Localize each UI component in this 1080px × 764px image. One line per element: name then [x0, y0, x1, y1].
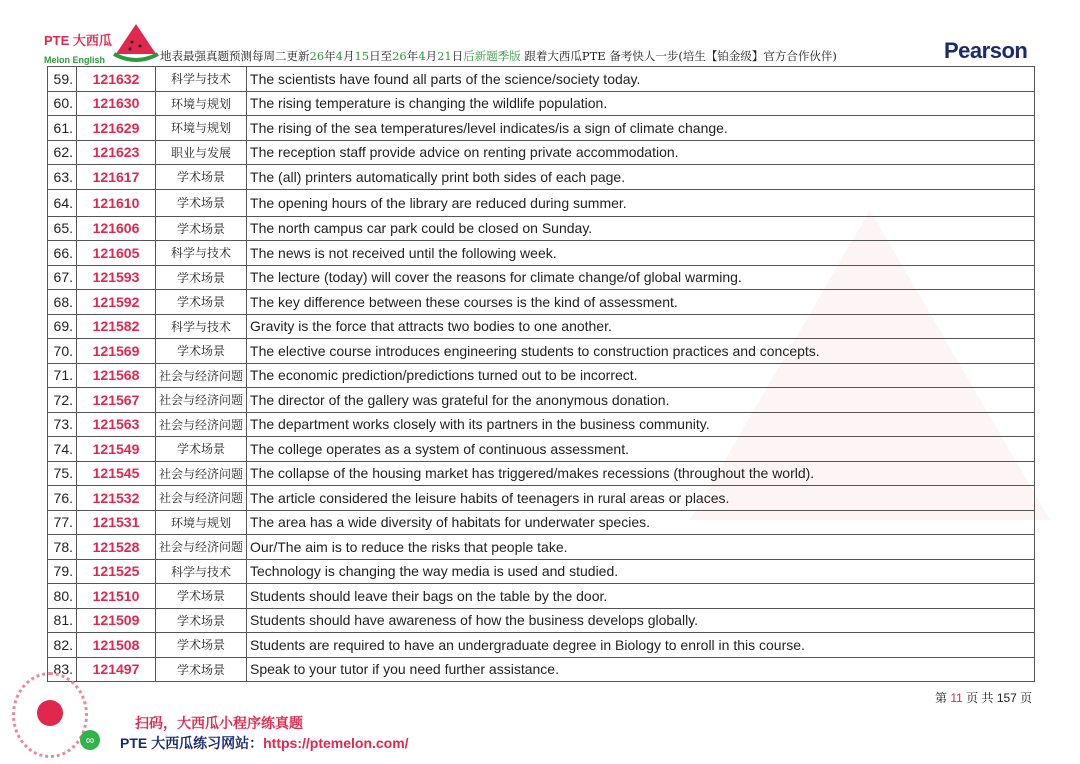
logo-title: PTE 大西瓜 [44, 33, 112, 48]
category: 学术场景 [156, 290, 247, 315]
question-id: 121549 [77, 437, 156, 462]
row-number: 63. [48, 165, 77, 190]
question-id: 121610 [77, 189, 156, 216]
table-row [48, 314, 1035, 339]
row-number: 61. [48, 116, 77, 141]
pearson-logo: Pearson [944, 38, 1028, 63]
brand-logo [44, 30, 112, 65]
row-number: 66. [48, 241, 77, 266]
table-row [48, 165, 1035, 190]
category: 学术场景 [156, 608, 247, 633]
table-row [48, 510, 1035, 535]
question-id: 121568 [77, 363, 156, 388]
category: 社会与经济问题 [156, 388, 247, 413]
row-number: 74. [48, 437, 77, 462]
row-number: 71. [48, 363, 77, 388]
category: 学术场景 [156, 216, 247, 241]
table-row [48, 290, 1035, 315]
question-id: 121617 [77, 165, 156, 190]
sentence: Students should leave their bags on the table by the door. [247, 584, 1035, 609]
category: 科学与技术 [156, 314, 247, 339]
sentence: The (all) printers automatically print both sides of each page. [247, 165, 1035, 190]
category: 社会与经济问题 [156, 535, 247, 560]
row-number: 68. [48, 290, 77, 315]
sentence: The reception staff provide advice on renting private accommodation. [247, 140, 1035, 165]
sentence: The economic prediction/predictions turned out to be incorrect. [247, 363, 1035, 388]
sentence: The department works closely with its partners in the business community. [247, 412, 1035, 437]
category: 社会与经济问题 [156, 461, 247, 486]
table-row [48, 437, 1035, 462]
row-number: 69. [48, 314, 77, 339]
table-row [48, 265, 1035, 290]
category: 学术场景 [156, 265, 247, 290]
qr-code [12, 672, 88, 758]
question-id: 121528 [77, 535, 156, 560]
question-id: 121630 [77, 91, 156, 116]
sentence: The scientists have found all parts of the science/society today. [247, 67, 1035, 92]
table-row [48, 216, 1035, 241]
question-id: 121592 [77, 290, 156, 315]
row-number: 79. [48, 559, 77, 584]
row-number: 78. [48, 535, 77, 560]
sentence: The area has a wide diversity of habitats for underwater species. [247, 510, 1035, 535]
website-line: PTE 大西瓜练习网站：https://ptemelon.com/ [120, 735, 409, 751]
row-number: 83. [48, 657, 77, 682]
category: 学术场景 [156, 339, 247, 364]
category: 学术场景 [156, 165, 247, 190]
watermelon-icon [112, 22, 160, 62]
category: 环境与规划 [156, 510, 247, 535]
table-row [48, 608, 1035, 633]
question-id: 121497 [77, 657, 156, 682]
page-indicator: 第 11 页 共 157 页 [935, 691, 1033, 705]
website-link[interactable]: https://ptemelon.com/ [263, 735, 409, 751]
question-id: 121632 [77, 67, 156, 92]
row-number: 76. [48, 486, 77, 511]
table-row [48, 339, 1035, 364]
row-number: 67. [48, 265, 77, 290]
sentence: The news is not received until the following week. [247, 241, 1035, 266]
table-row [48, 140, 1035, 165]
sentence: The collapse of the housing market has triggered/makes recessions (throughout the world). [247, 461, 1035, 486]
table-row [48, 559, 1035, 584]
question-id: 121509 [77, 608, 156, 633]
sentence: Technology is changing the way media is used and studied. [247, 559, 1035, 584]
row-number: 80. [48, 584, 77, 609]
row-number: 65. [48, 216, 77, 241]
question-id: 121545 [77, 461, 156, 486]
question-id: 121629 [77, 116, 156, 141]
table-row [48, 363, 1035, 388]
sentence: Speak to your tutor if you need further assistance. [247, 657, 1035, 682]
table-row [48, 535, 1035, 560]
row-number: 75. [48, 461, 77, 486]
table-row [48, 486, 1035, 511]
category: 学术场景 [156, 633, 247, 658]
logo-subtitle: Melon English [44, 55, 106, 65]
question-id: 121531 [77, 510, 156, 535]
row-number: 70. [48, 339, 77, 364]
table-row [48, 116, 1035, 141]
sentence: The key difference between these courses is the kind of assessment. [247, 290, 1035, 315]
category: 环境与规划 [156, 91, 247, 116]
sentence: The rising of the sea temperatures/level indicates/is a sign of climate change. [247, 116, 1035, 141]
table-row [48, 633, 1035, 658]
question-id: 121567 [77, 388, 156, 413]
question-id: 121508 [77, 633, 156, 658]
table-row [48, 189, 1035, 216]
question-table [47, 66, 1035, 682]
row-number: 60. [48, 91, 77, 116]
sentence: Gravity is the force that attracts two bodies to one another. [247, 314, 1035, 339]
question-id: 121563 [77, 412, 156, 437]
table-row [48, 461, 1035, 486]
row-number: 81. [48, 608, 77, 633]
sentence: Our/The aim is to reduce the risks that people take. [247, 535, 1035, 560]
sentence: The college operates as a system of continuous assessment. [247, 437, 1035, 462]
category: 科学与技术 [156, 67, 247, 92]
sentence: Students should have awareness of how the business develops globally. [247, 608, 1035, 633]
sentence: The opening hours of the library are reduced during summer. [247, 189, 1035, 216]
row-number: 72. [48, 388, 77, 413]
question-id: 121605 [77, 241, 156, 266]
question-id: 121569 [77, 339, 156, 364]
row-number: 73. [48, 412, 77, 437]
table-row [48, 91, 1035, 116]
sentence: The article considered the leisure habits of teenagers in rural areas or places. [247, 486, 1035, 511]
category: 科学与技术 [156, 559, 247, 584]
row-number: 64. [48, 189, 77, 216]
question-id: 121582 [77, 314, 156, 339]
category: 学术场景 [156, 437, 247, 462]
question-id: 121623 [77, 140, 156, 165]
question-id: 121606 [77, 216, 156, 241]
category: 学术场景 [156, 189, 247, 216]
sentence: The north campus car park could be closed on Sunday. [247, 216, 1035, 241]
table-row [48, 584, 1035, 609]
category: 社会与经济问题 [156, 412, 247, 437]
category: 学术场景 [156, 657, 247, 682]
sentence: The rising temperature is changing the wildlife population. [247, 91, 1035, 116]
sentence: The elective course introduces engineering students to construction practices and concepts. [247, 339, 1035, 364]
question-id: 121532 [77, 486, 156, 511]
question-id: 121593 [77, 265, 156, 290]
table-row [48, 657, 1035, 682]
sentence: The director of the gallery was grateful for the anonymous donation. [247, 388, 1035, 413]
table-row [48, 388, 1035, 413]
scan-caption: 扫码，大西瓜小程序练真题 [135, 715, 303, 731]
category: 职业与发展 [156, 140, 247, 165]
category: 学术场景 [156, 584, 247, 609]
sentence: The lecture (today) will cover the reasons for climate change/of global warming. [247, 265, 1035, 290]
table-row [48, 412, 1035, 437]
category: 科学与技术 [156, 241, 247, 266]
sentence: Students are required to have an undergraduate degree in Biology to enroll in this course. [247, 633, 1035, 658]
table-row [48, 67, 1035, 92]
miniprogram-icon: ∞ [80, 730, 100, 750]
category: 社会与经济问题 [156, 486, 247, 511]
header-banner: 地表最强真题预测每周二更新26年4月15日至26年4月21日后新题季版 跟着大西瓜PTE 备考快人一步(培生【铂金级】官方合作伙伴) [160, 49, 837, 63]
category: 环境与规划 [156, 116, 247, 141]
row-number: 59. [48, 67, 77, 92]
row-number: 82. [48, 633, 77, 658]
question-id: 121525 [77, 559, 156, 584]
row-number: 62. [48, 140, 77, 165]
qr-logo [37, 700, 63, 726]
table-row [48, 241, 1035, 266]
row-number: 77. [48, 510, 77, 535]
category: 社会与经济问题 [156, 363, 247, 388]
question-id: 121510 [77, 584, 156, 609]
